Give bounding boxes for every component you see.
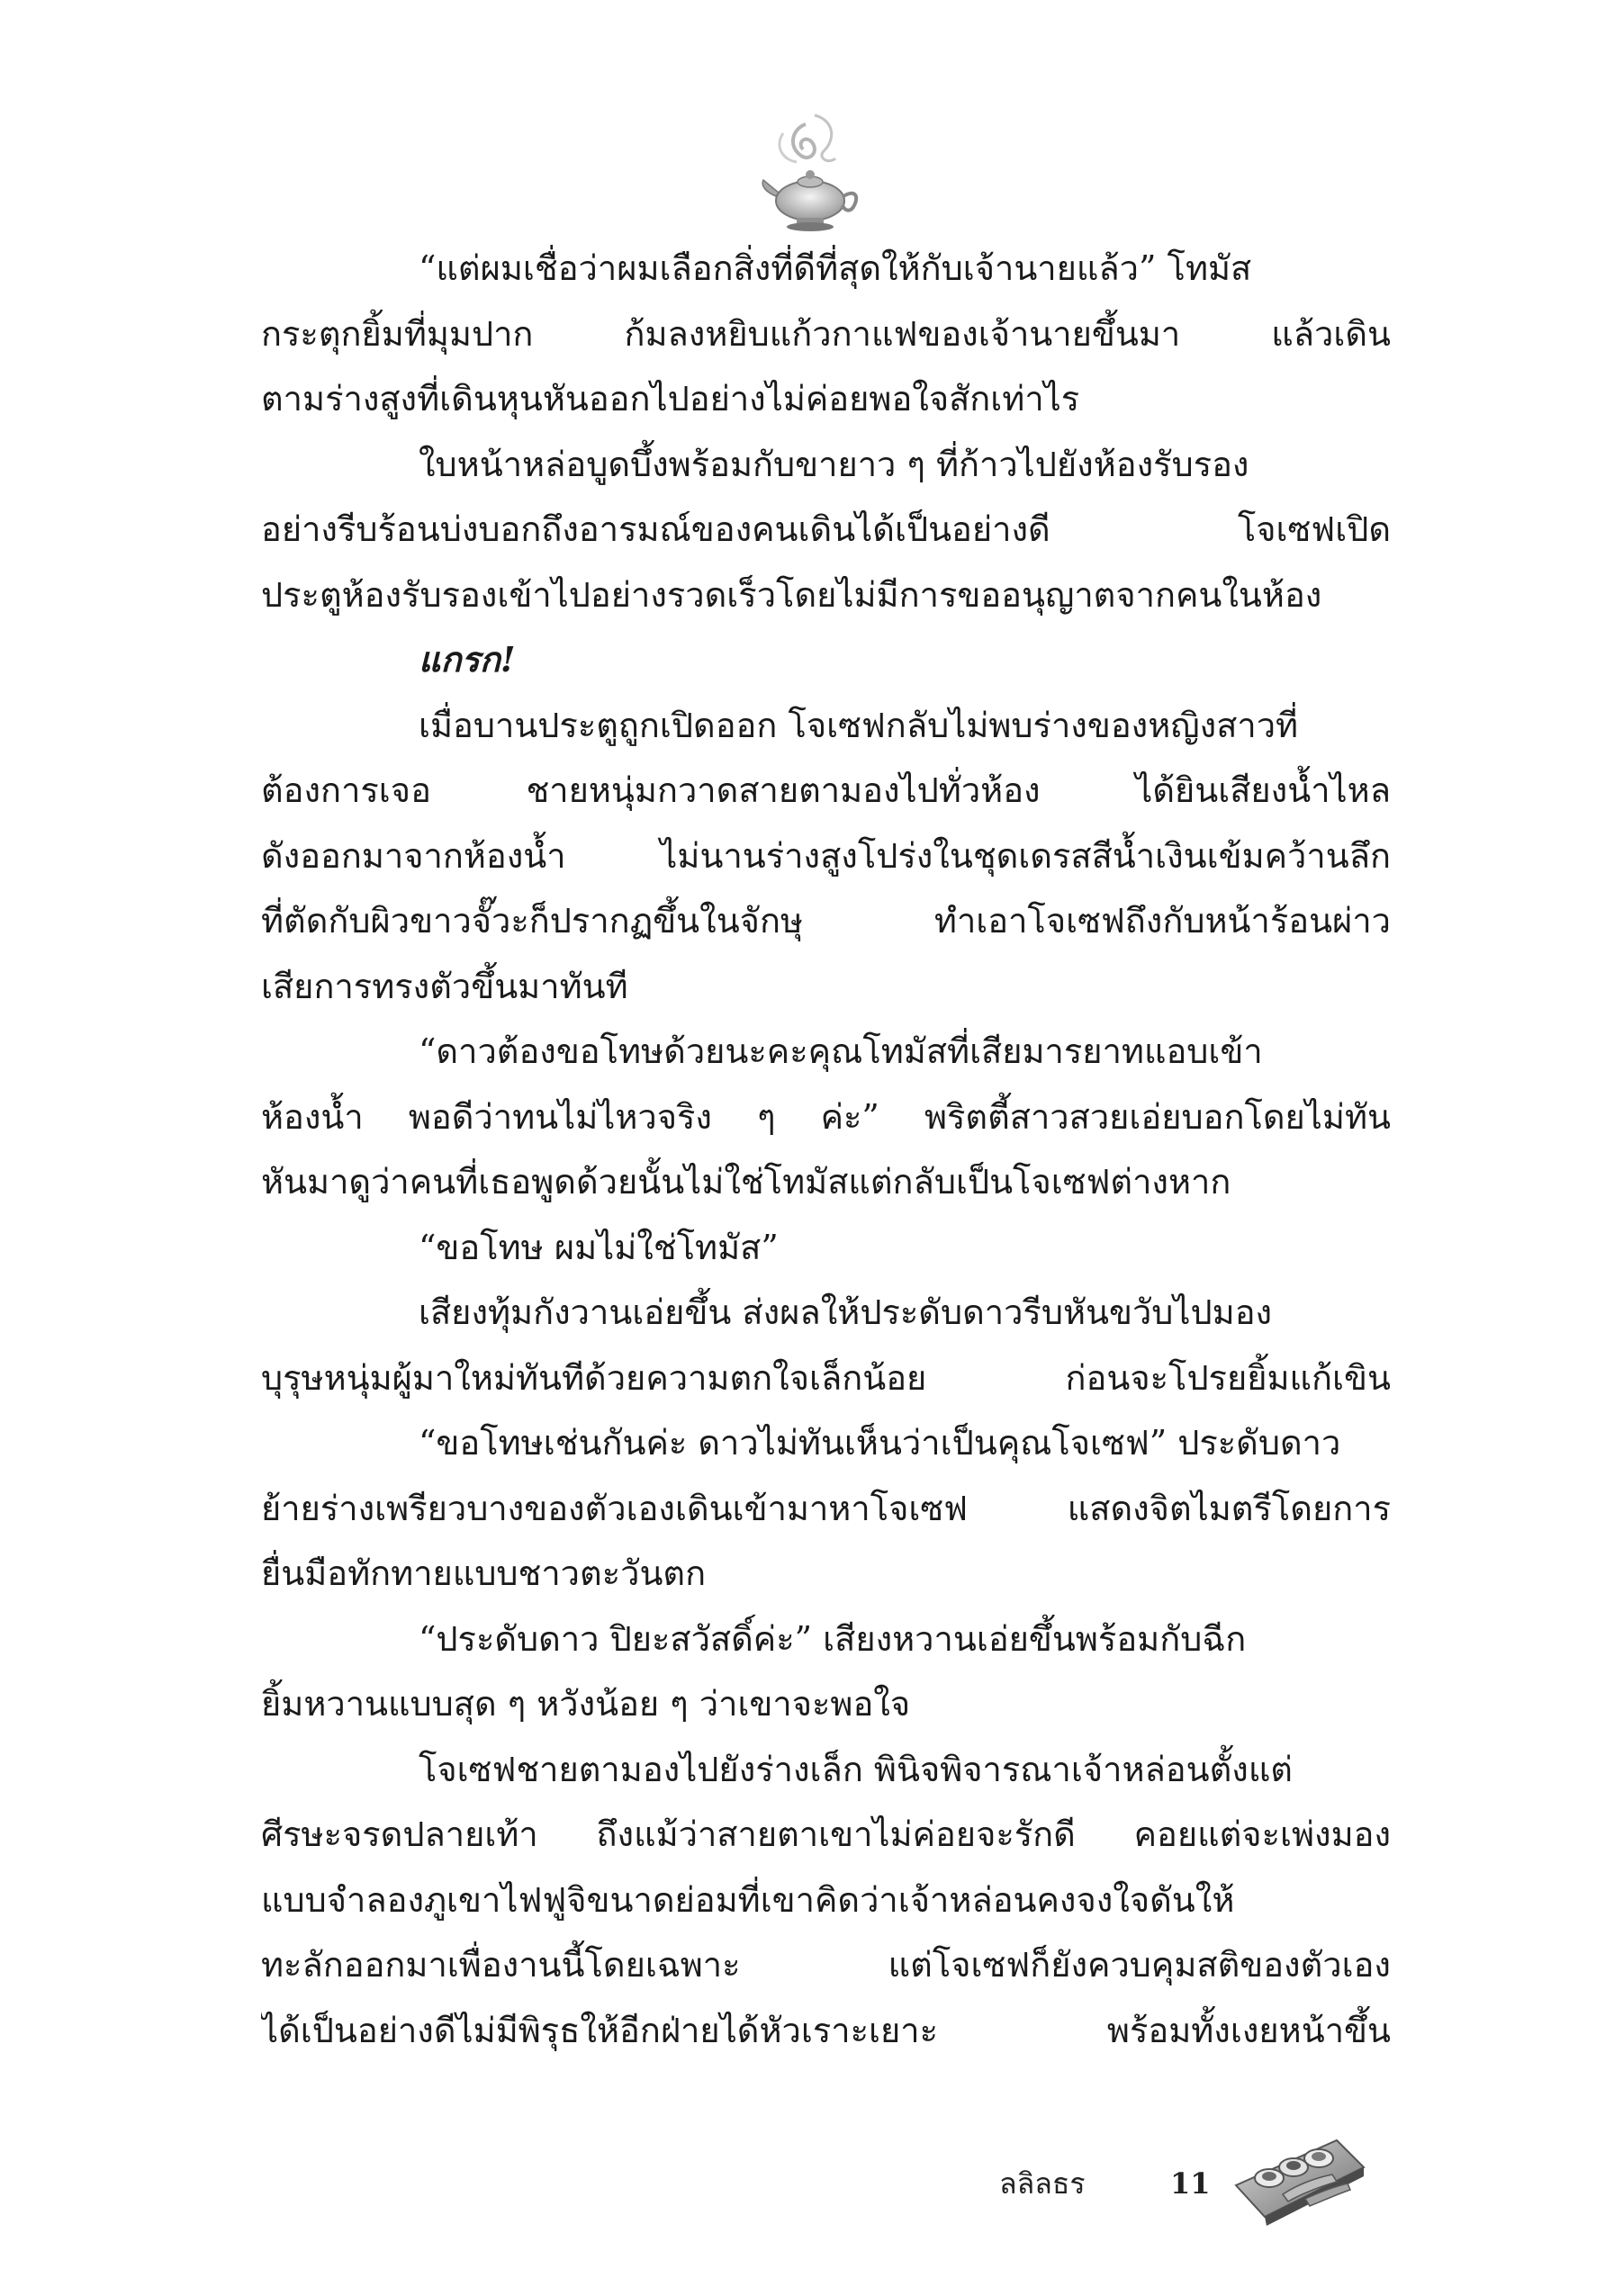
- sushi-platter-icon: [1229, 2122, 1368, 2230]
- body-text: [261, 236, 1391, 2063]
- paragraph-line: “ประดับดาว ปิยะสวัสดิ์ค่ะ” เสียงหวานเอ่ยขึ้นพร้อมกับฉีก: [419, 1618, 1247, 1659]
- paragraph-line: “แต่ผมเชื่อว่าผมเลือกสิ่งที่ดีที่สุดให้กับเจ้านายแล้ว” โทมัส: [419, 248, 1252, 288]
- paragraph-line: ยิ้มหวานแบบสุด ๆ หวังน้อย ๆ ว่าเขาจะพอใจ: [261, 1684, 911, 1724]
- paragraph-line: “ขอโทษเช่นกันค่ะ ดาวไม่ทันเห็นว่าเป็นคุณโจเซฟ” ประดับดาว: [419, 1423, 1341, 1463]
- magic-lamp-icon: [756, 106, 864, 241]
- paragraph-line: เสียงทุ้มกังวานเอ่ยขึ้น ส่งผลให้ประดับดาวรีบหันขวับไปมอง: [419, 1292, 1273, 1332]
- page-footer: [999, 2158, 1211, 2209]
- paragraph-line: หันมาดูว่าคนที่เธอพูดด้วยนั้นไม่ใช่โทมัสแต่กลับเป็นโจเซฟต่างหาก: [261, 1162, 1231, 1202]
- paragraph-line: ทะลักออกมาเพื่องานนี้โดยเฉพาะ แต่โจเซฟก็ยังควบคุมสติของตัวเอง: [261, 1945, 1391, 1985]
- paragraph-line: กระตุกยิ้มที่มุมปาก ก้มลงหยิบแก้วกาแฟของเจ้านายขึ้นมา แล้วเดิน: [261, 313, 1391, 354]
- paragraph-line: ดังออกมาจากห้องน้ำ ไม่นานร่างสูงโปร่งในชุดเดรสสีน้ำเงินเข้มคว้านลึก: [261, 835, 1391, 876]
- sound-effect-line: แกรก!: [419, 639, 516, 680]
- paragraph-line: แบบจำลองภูเขาไฟฟูจิขนาดย่อมที่เขาคิดว่าเจ้าหล่อนคงจงใจดันให้: [261, 1879, 1235, 1920]
- paragraph-line: “ขอโทษ ผมไม่ใช่โทมัส”: [419, 1227, 779, 1267]
- paragraph-line: ตามร่างสูงที่เดินหุนหันออกไปอย่างไม่ค่อยพอใจสักเท่าไร: [261, 379, 1080, 419]
- paragraph-line: อย่างรีบร้อนบ่งบอกถึงอารมณ์ของคนเดินได้เป็นอย่างดี โจเซฟเปิด: [261, 509, 1391, 549]
- paragraph-line: เมื่อบานประตูถูกเปิดออก โจเซฟกลับไม่พบร่างของหญิงสาวที่: [419, 705, 1299, 745]
- paragraph-line: ใบหน้าหล่อบูดบึ้งพร้อมกับขายาว ๆ ที่ก้าวไปยังห้องรับรอง: [419, 444, 1249, 484]
- paragraph-line: ต้องการเจอ ชายหนุ่มกวาดสายตามองไปทั่วห้อง ได้ยินเสียงน้ำไหล: [261, 770, 1391, 810]
- page-number: 11: [1170, 2166, 1211, 2201]
- paragraph-line: ที่ตัดกับผิวขาวจั๊วะก็ปรากฏขึ้นในจักษุ ทำเอาโจเซฟถึงกับหน้าร้อนผ่าว: [261, 901, 1391, 941]
- author-name: ลลิลธร: [999, 2166, 1086, 2201]
- paragraph-line: ยื่นมือทักทายแบบชาวตะวันตก: [261, 1553, 707, 1593]
- paragraph-line: โจเซฟชายตามองไปยังร่างเล็ก พินิจพิจารณาเจ้าหล่อนตั้งแต่: [419, 1749, 1293, 1789]
- paragraph-line: บุรุษหนุ่มผู้มาใหม่ทันทีด้วยความตกใจเล็กน้อย ก่อนจะโปรยยิ้มแก้เขิน: [261, 1357, 1391, 1398]
- paragraph-line: ศีรษะจรดปลายเท้า ถึงแม้ว่าสายตาเขาไม่ค่อยจะรักดี คอยแต่จะเพ่งมอง: [261, 1814, 1391, 1854]
- paragraph-line: เสียการทรงตัวขึ้นมาทันที: [261, 966, 628, 1006]
- paragraph-line: ได้เป็นอย่างดีไม่มีพิรุธให้อีกฝ่ายได้หัวเราะเยาะ พร้อมทั้งเงยหน้าขึ้น: [261, 2010, 1391, 2050]
- paragraph-line: ประตูห้องรับรองเข้าไปอย่างรวดเร็วโดยไม่มีการขออนุญาตจากคนในห้อง: [261, 574, 1322, 615]
- paragraph-line: ห้องน้ำ พอดีว่าทนไม่ไหวจริง ๆ ค่ะ” พริตตี้สาวสวยเอ่ยบอกโดยไม่ทัน: [261, 1096, 1391, 1137]
- paragraph-line: ย้ายร่างเพรียวบางของตัวเองเดินเข้ามาหาโจเซฟ แสดงจิตไมตรีโดยการ: [261, 1488, 1391, 1528]
- paragraph-line: “ดาวต้องขอโทษด้วยนะคะคุณโทมัสที่เสียมารยาทแอบเข้า: [419, 1031, 1263, 1071]
